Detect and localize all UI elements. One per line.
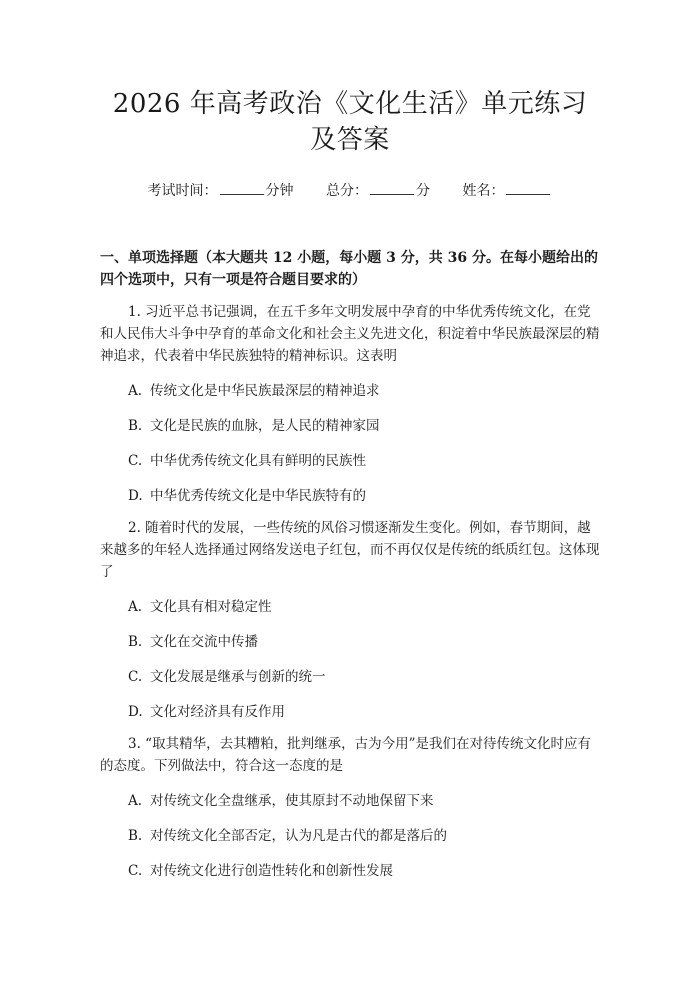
option-text: 文化发展是继承与创新的统一 [150, 669, 326, 685]
question-option [100, 415, 600, 437]
section-heading: 一、单项选择题（本大题共 12 小题，每小题 3 分，共 36 分。在每小题给出的四个选项中，只有一项是符合题目要求的） [100, 250, 598, 288]
question-stem: 2. 随着时代的发展，一些传统的风俗习惯逐渐发生变化。例如，春节期间，越来越多的年轻人选择通过网络发送电子红包，而不再仅仅是传统的纸质红包。这体现了 [100, 520, 600, 580]
document-page [0, 86, 700, 991]
question-option [100, 825, 600, 847]
question-option [100, 790, 600, 812]
question-option [100, 631, 600, 653]
option-letter: B. [128, 634, 143, 650]
option-text: 中华优秀传统文化是中华民族特有的 [150, 488, 366, 504]
total-score [326, 180, 430, 201]
option-text: 对传统文化全盘继承，使其原封不动地保留下来 [150, 793, 434, 809]
student-name [462, 180, 552, 201]
option-text: 文化是民族的血脉，是人民的精神家园 [150, 418, 380, 434]
option-text: 文化在交流中传播 [150, 634, 258, 650]
option-text: 对传统文化全部否定，认为凡是古代的都是落后的 [150, 828, 447, 844]
option-letter: D. [128, 488, 143, 504]
question-option [100, 450, 600, 472]
question-option [100, 860, 600, 882]
question-option [100, 380, 600, 402]
option-letter: B. [128, 418, 143, 434]
student-name-blank [506, 180, 550, 195]
exam-meta [100, 180, 600, 201]
option-text: 文化对经济具有反作用 [150, 704, 285, 720]
document-title: 2026 年高考政治《文化生活》单元练习及答案 [112, 89, 588, 155]
question-option [100, 485, 600, 507]
option-letter: C. [128, 669, 143, 685]
total-score-label: 总分： [326, 183, 368, 199]
question-option [100, 701, 600, 723]
total-score-blank [370, 180, 414, 195]
option-letter: A. [128, 793, 143, 809]
option-letter: A. [128, 599, 143, 615]
question-stem: 3. “取其精华，去其糟粕，批判继承，古为今用”是我们在对待传统文化时应有的态度。下列做法中，符合这一态度的是 [100, 736, 591, 774]
total-score-unit: 分 [416, 183, 430, 199]
option-text: 中华优秀传统文化具有鲜明的民族性 [150, 453, 366, 469]
option-letter: A. [128, 383, 143, 399]
option-text: 传统文化是中华民族最深层的精神追求 [150, 383, 380, 399]
exam-time-label: 考试时间： [147, 183, 218, 199]
option-text: 文化具有相对稳定性 [150, 599, 272, 615]
exam-time-blank [220, 180, 264, 195]
student-name-label: 姓名： [462, 183, 505, 199]
option-letter: B. [128, 828, 143, 844]
question-option [100, 666, 600, 688]
exam-time [148, 180, 294, 201]
question-stem: 1. 习近平总书记强调，在五千多年文明发展中孕育的中华优秀传统文化，在党和人民伟大斗争中孕育的革命文化和社会主义先进文化，积淀着中华民族最深层的精神追求，代表着中华民族独特的精神标识。这表明 [100, 304, 600, 364]
option-letter: C. [128, 863, 143, 879]
option-letter: D. [128, 704, 143, 720]
exam-time-unit: 分钟 [265, 183, 294, 199]
option-letter: C. [128, 453, 143, 469]
option-text: 对传统文化进行创造性转化和创新性发展 [150, 863, 393, 879]
question-option [100, 596, 600, 618]
